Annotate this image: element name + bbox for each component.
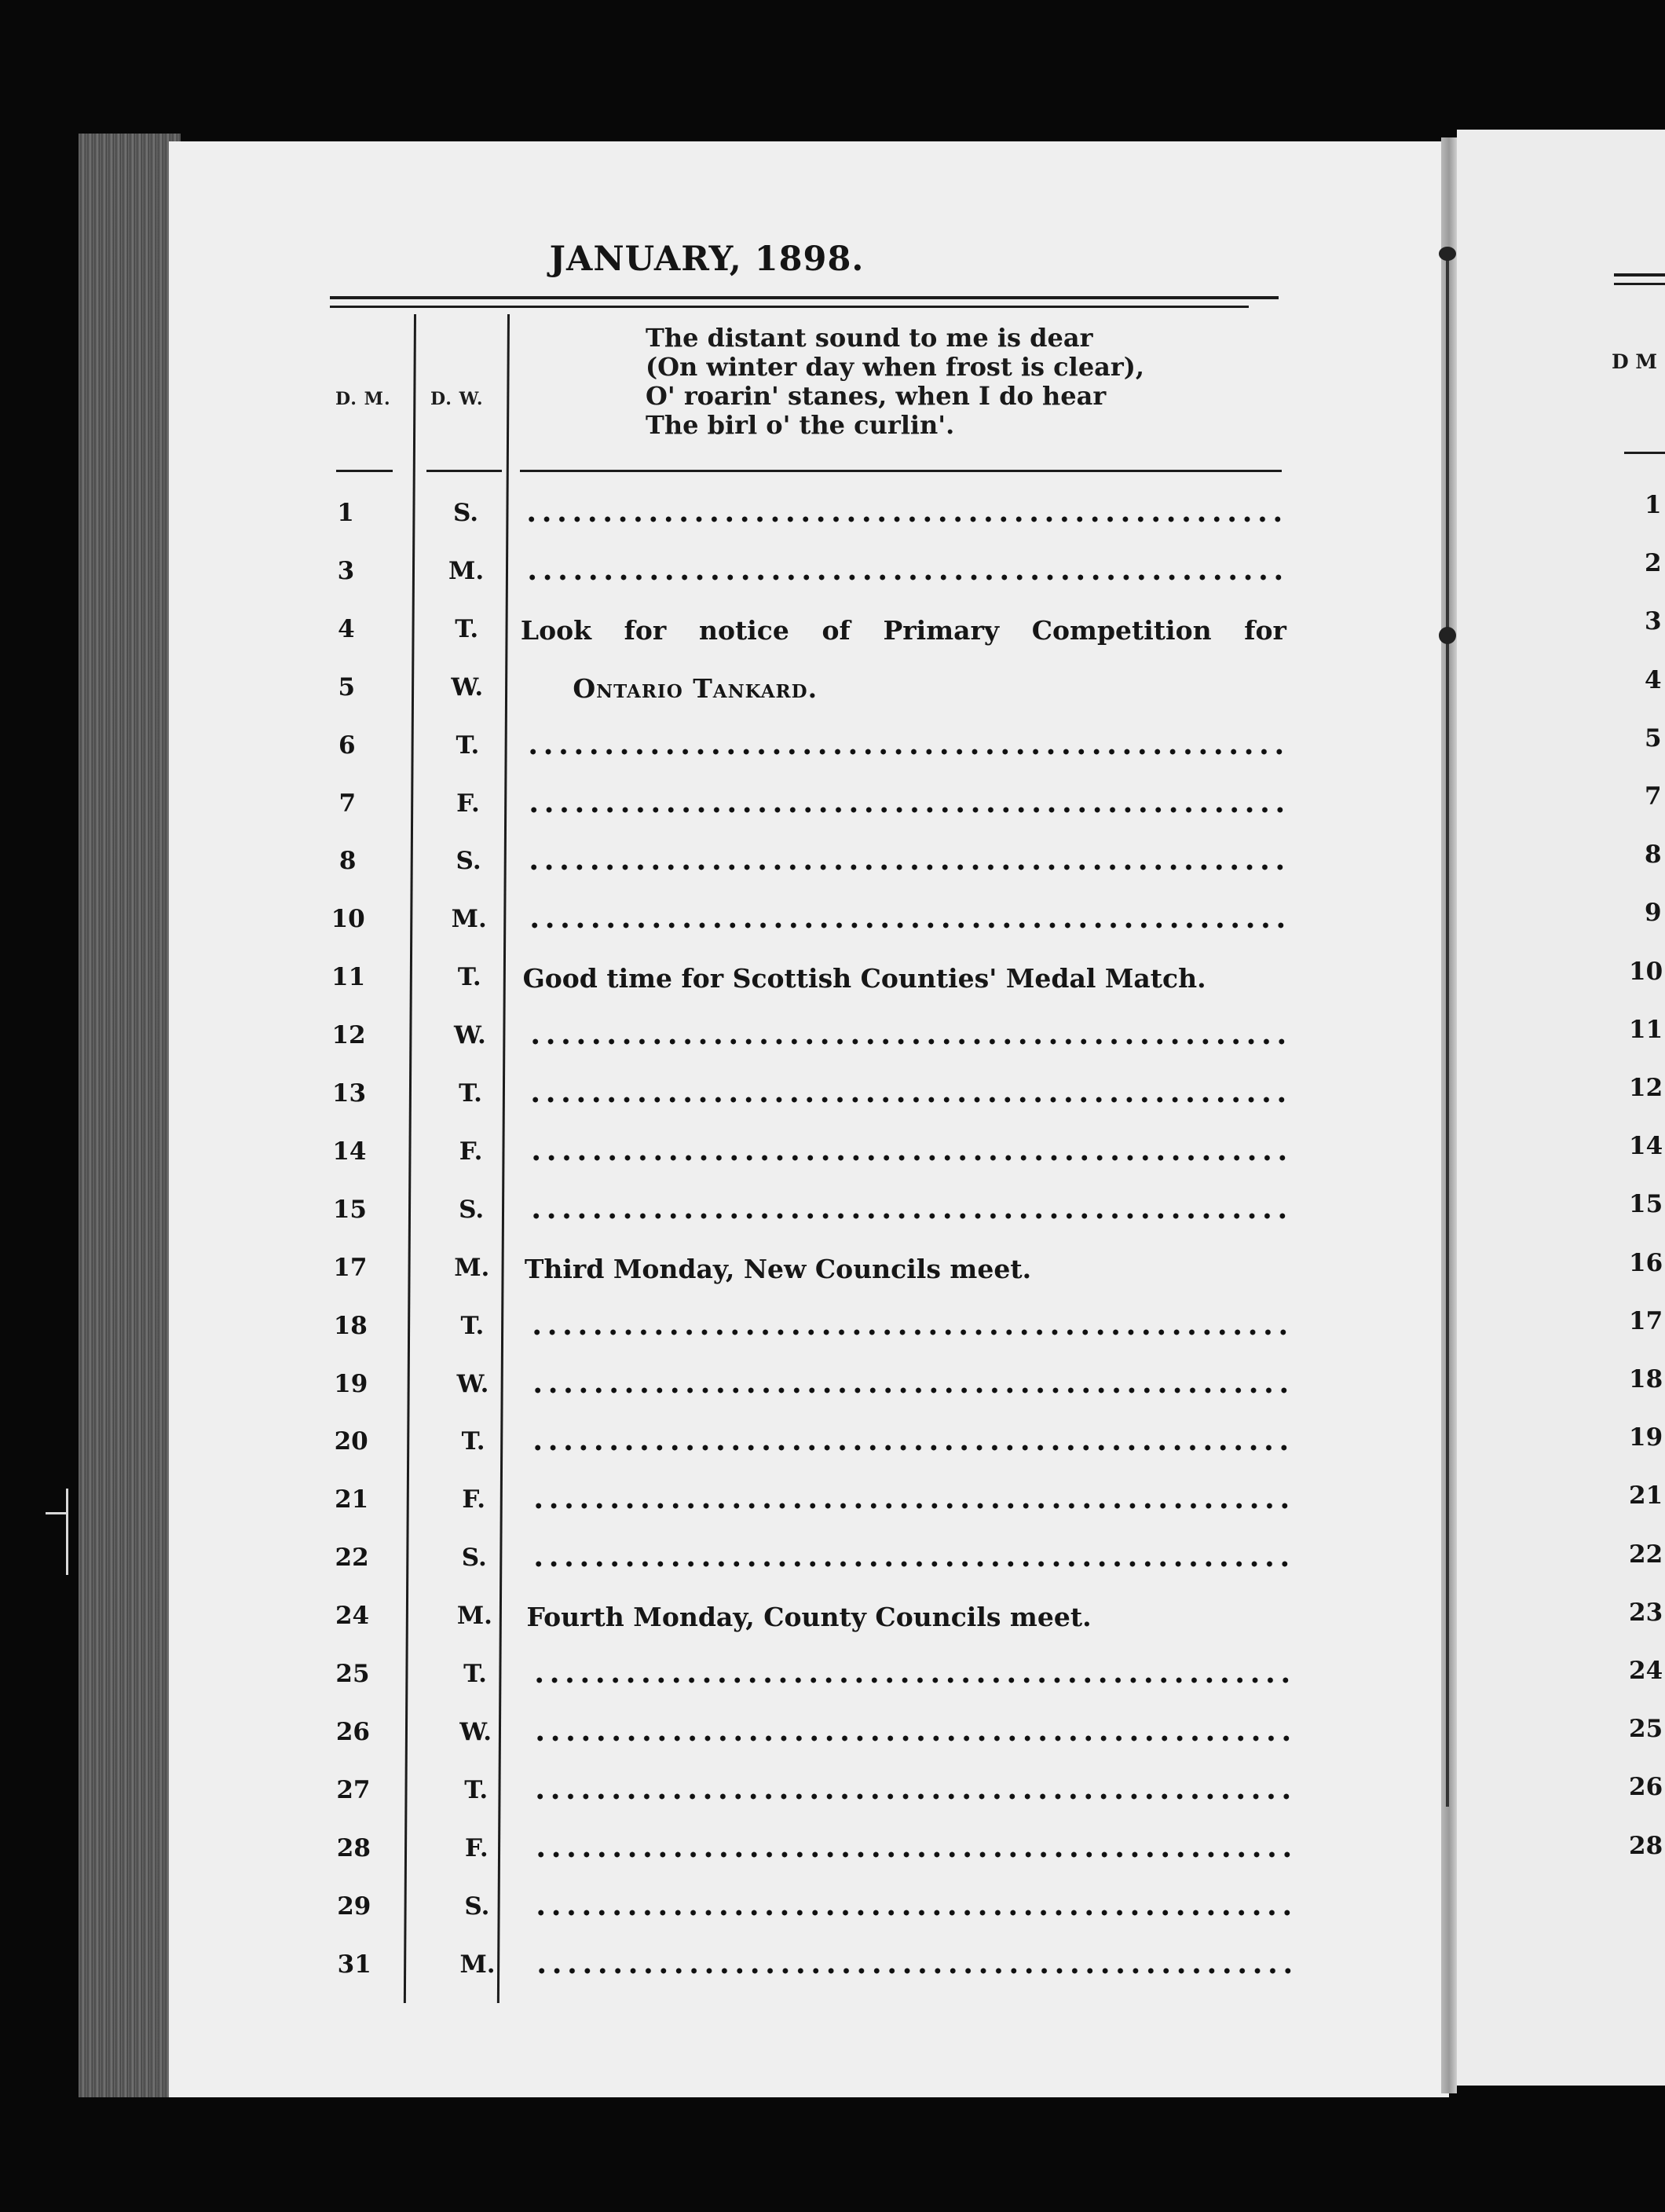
dot-leader — [526, 863, 1288, 871]
facing-page-day-number: 7 — [1645, 782, 1662, 811]
facing-page-day-number: 2 — [1645, 549, 1662, 578]
table-row — [0, 1137, 1665, 1185]
facing-page-day-number: 8 — [1645, 840, 1662, 870]
table-row — [0, 499, 1665, 546]
calendar-note: Third Monday, New Councils meet. — [524, 1253, 1032, 1284]
page-title: JANUARY, 1898. — [549, 240, 865, 279]
day-of-month: 25 — [335, 1660, 370, 1688]
day-of-week: S. — [456, 847, 481, 876]
facing-page-column-header: D M — [1612, 350, 1658, 373]
day-of-week: T. — [459, 1079, 482, 1108]
day-of-month: 13 — [331, 1079, 367, 1108]
calendar-note: Good time for Scottish Counties' Medal Match. — [522, 963, 1206, 994]
facing-page-day-number: 16 — [1629, 1248, 1663, 1277]
table-row — [0, 1718, 1665, 1765]
dot-leader — [533, 1909, 1295, 1917]
facing-page-day-number: 17 — [1629, 1306, 1663, 1335]
dot-leader — [529, 1212, 1290, 1220]
day-of-week: S. — [452, 499, 479, 527]
day-of-month: 24 — [335, 1602, 370, 1631]
verse-line: The distant sound to me is dear — [646, 323, 1093, 353]
binding-knot-top — [1439, 247, 1456, 261]
day-of-week: W. — [456, 1369, 489, 1398]
table-row — [0, 1427, 1665, 1474]
calendar-note: Ontario Tankard. — [573, 672, 818, 704]
day-of-month: 26 — [335, 1717, 370, 1746]
calendar-note: Look for notice of Primary Competition for — [520, 614, 1286, 646]
day-of-week: M. — [459, 1950, 496, 1979]
facing-page-day-number: 19 — [1629, 1423, 1663, 1452]
facing-page-day-number: 15 — [1629, 1190, 1663, 1219]
day-of-week: T. — [455, 614, 479, 643]
day-of-month: 6 — [338, 731, 356, 760]
day-of-month: 4 — [338, 614, 355, 643]
day-of-month: 27 — [336, 1775, 371, 1804]
table-row — [0, 673, 1665, 720]
dot-leader — [526, 806, 1288, 814]
dot-leader — [529, 1328, 1291, 1336]
verse-line: (On winter day when frost is clear), — [646, 352, 1145, 382]
facing-page-header-underline — [1624, 452, 1665, 454]
facing-page-day-number: 4 — [1645, 665, 1662, 694]
day-of-week: F. — [462, 1485, 486, 1514]
dot-leader — [528, 1096, 1290, 1104]
day-of-month: 19 — [334, 1369, 368, 1398]
day-of-week: T. — [461, 1427, 485, 1456]
table-row — [0, 1776, 1665, 1823]
facing-page-day-number: 22 — [1629, 1540, 1663, 1569]
verse-line: The birl o' the curlin'. — [646, 410, 955, 440]
day-of-week: M. — [451, 905, 487, 934]
table-row — [0, 905, 1665, 952]
column-header-day-of-week: D. W. — [430, 389, 484, 409]
day-of-week: T. — [460, 1311, 485, 1340]
day-of-month: 22 — [335, 1544, 369, 1573]
table-row — [0, 1485, 1665, 1533]
verse — [646, 324, 1352, 440]
day-of-month: 10 — [331, 905, 365, 934]
day-of-week: S. — [461, 1544, 487, 1573]
dot-leader — [529, 1154, 1290, 1162]
day-of-month: 11 — [331, 963, 366, 992]
facing-page-day-number: 18 — [1629, 1365, 1663, 1393]
table-row — [0, 615, 1665, 662]
day-of-month: 18 — [333, 1311, 368, 1340]
dot-leader — [528, 1038, 1290, 1046]
table-row — [0, 731, 1665, 778]
facing-page-day-number: 10 — [1629, 957, 1663, 986]
table-row — [0, 1312, 1665, 1359]
header-underline-dw — [426, 470, 502, 472]
day-of-month: 17 — [333, 1253, 368, 1282]
verse-line: O' roarin' stanes, when I do hear — [646, 381, 1107, 411]
facing-page-day-number: 26 — [1629, 1773, 1663, 1802]
day-of-week: M. — [454, 1253, 490, 1282]
day-of-week: T. — [464, 1775, 489, 1804]
dot-leader — [531, 1502, 1293, 1510]
day-of-month: 1 — [337, 499, 354, 527]
table-row — [0, 963, 1665, 1010]
facing-page-day-number: 5 — [1645, 723, 1662, 753]
table-row — [0, 1892, 1665, 1939]
dot-leader — [527, 921, 1289, 929]
header-rule-bottom — [330, 306, 1249, 308]
facing-page-day-number: 3 — [1645, 607, 1662, 636]
day-of-week: T. — [463, 1660, 487, 1688]
table-row — [0, 1831, 1665, 1881]
facing-page-day-number: 23 — [1629, 1598, 1663, 1627]
facing-page-rule-top — [1614, 273, 1665, 276]
day-of-week: F. — [464, 1833, 489, 1862]
header-rule-top — [330, 296, 1279, 299]
facing-page-day-number: 14 — [1629, 1132, 1663, 1161]
day-of-month: 31 — [337, 1950, 371, 1979]
dot-leader — [533, 1851, 1295, 1859]
table-row — [0, 1544, 1665, 1591]
header-underline-dm — [336, 470, 393, 472]
table-row — [0, 1079, 1665, 1126]
table-row — [0, 1602, 1665, 1649]
day-of-month: 20 — [334, 1427, 368, 1456]
table-row — [0, 1950, 1665, 1998]
day-of-week: W. — [459, 1717, 492, 1746]
day-of-month: 7 — [338, 789, 357, 818]
dot-leader — [524, 515, 1286, 523]
column-header-day-of-month: D. M. — [335, 389, 391, 409]
day-of-week: W. — [454, 1021, 486, 1050]
day-of-month: 3 — [337, 556, 355, 585]
facing-page-day-number: 12 — [1629, 1074, 1663, 1102]
day-of-month: 8 — [338, 847, 357, 876]
dot-leader — [532, 1734, 1294, 1742]
facing-page-rule-bottom — [1614, 283, 1665, 285]
dot-leader — [532, 1676, 1294, 1684]
facing-page-day-number: 21 — [1629, 1481, 1663, 1511]
day-of-week: F. — [459, 1137, 483, 1166]
facing-page-day-number: 11 — [1629, 1015, 1663, 1044]
day-of-week: S. — [464, 1892, 490, 1921]
table-row — [0, 1370, 1665, 1417]
table-row — [0, 1196, 1665, 1243]
dot-leader — [525, 748, 1287, 756]
facing-page-day-number: 28 — [1629, 1831, 1663, 1860]
day-of-week: M. — [456, 1602, 492, 1631]
dot-leader — [530, 1386, 1292, 1394]
table-row — [0, 789, 1665, 837]
table-row — [0, 1021, 1665, 1068]
day-of-week: W. — [451, 672, 484, 701]
day-of-month: 12 — [331, 1021, 366, 1050]
day-of-week: T. — [456, 731, 480, 760]
day-of-week: F. — [456, 789, 480, 818]
day-of-week: S. — [459, 1195, 485, 1224]
table-row — [0, 1254, 1665, 1301]
table-row — [0, 557, 1665, 604]
dot-leader — [532, 1793, 1294, 1800]
day-of-month: 28 — [336, 1833, 371, 1862]
day-of-month: 15 — [332, 1195, 367, 1224]
dot-leader — [530, 1444, 1292, 1452]
facing-page-day-number: 1 — [1645, 491, 1662, 519]
header-underline-notes — [520, 470, 1282, 472]
dot-leader — [534, 1967, 1296, 1975]
table-row — [0, 847, 1665, 894]
dot-leader — [525, 573, 1286, 581]
day-of-week: T. — [457, 963, 481, 992]
day-of-week: M. — [448, 556, 485, 585]
day-of-month: 21 — [335, 1485, 369, 1514]
calendar-note: Fourth Monday, County Councils meet. — [526, 1602, 1092, 1633]
facing-page-day-number: 9 — [1645, 899, 1662, 928]
day-of-month: 5 — [338, 672, 356, 701]
dot-leader — [531, 1560, 1293, 1568]
facing-page-day-number: 24 — [1629, 1657, 1663, 1685]
facing-page-day-number: 25 — [1629, 1715, 1663, 1744]
day-of-month: 29 — [337, 1892, 371, 1921]
day-of-month: 14 — [332, 1137, 367, 1166]
table-row — [0, 1660, 1665, 1707]
